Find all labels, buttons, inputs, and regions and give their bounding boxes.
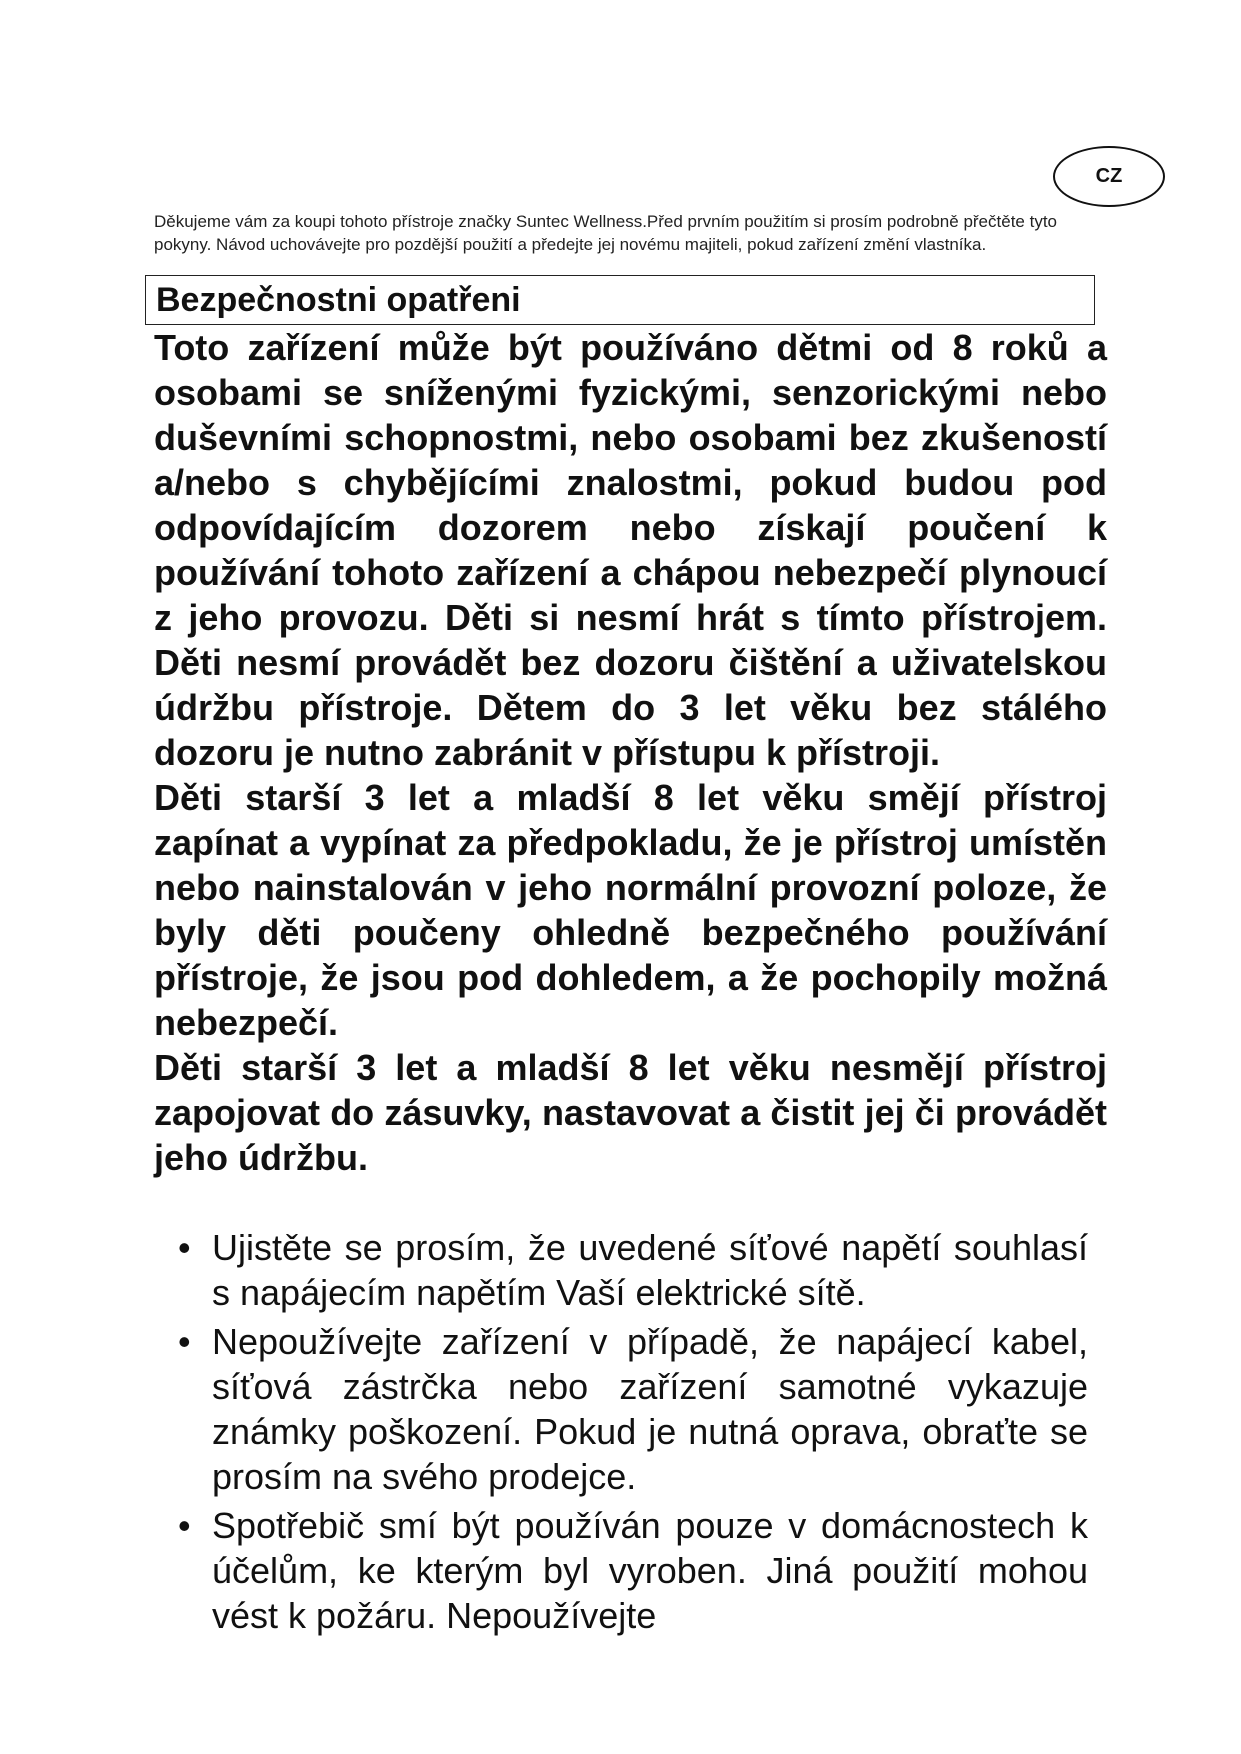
intro-text: Děkujeme vám za koupi tohoto přístroje značky Suntec Wellness.Před prvním použitím si prosím podrobně přečtěte tyto pokyny. Návod uchovávejte pro pozdější použití a předejte jej novému majiteli, pokud zařízení změní vlastníka. [154,212,1057,254]
section-heading: Bezpečnostni opatřeni [145,275,1095,325]
warning-paragraph: Toto zařízení může být používáno dětmi od 8 roků a osobami se sníženými fyzickými, senzorickými nebo duševními schopnostmi, nebo osobami bez zkušeností a/nebo s chybějícími znalostmi, pokud budou pod odpovídajícím dozorem nebo získají poučení k používání tohoto zařízení a chápou nebezpečí plynoucí z jeho provozu. Děti si nesmí hrát s tímto přístrojem. Děti nesmí provádět bez dozoru čištění a uživatelskou údržbu přístroje. Dětem do 3 let věku bez stálého dozoru je nutno zabránit v přístupu k přístroji. [154,327,1107,773]
warning-paragraph: Děti starší 3 let a mladší 8 let věku nesmějí přístroj zapojovat do zásuvky, nastavovat a čistit jej či provádět jeho údržbu. [154,1047,1107,1178]
bullet-text: Ujistěte se prosím, že uvedené síťové napětí souhlasí s napájecím napětím Vaší elektrické sítě. [212,1227,1088,1313]
bullet-item [178,1225,1088,1315]
warning-paragraph: Děti starší 3 let a mladší 8 let věku smějí přístroj zapínat a vypínat za předpokladu, že je přístroj umístěn nebo nainstalován v jeho normální provozní poloze, že byly děti poučeny ohledně bezpečného používání přístroje, že jsou pod dohledem, a že pochopily možná nebezpečí. [154,777,1107,1043]
bullet-text: Nepoužívejte zařízení v případě, že napájecí kabel, síťová zástrčka nebo zařízení samotné vykazuje známky poškození. Pokud je nutná oprava, obraťte se prosím na svého prodejce. [212,1321,1088,1497]
bullet-icon: • [178,1321,191,1362]
safety-warnings [154,325,1107,1180]
bullet-icon: • [178,1505,191,1546]
language-badge: CZ [1053,146,1165,207]
bullet-text: Spotřebič smí být používán pouze v domácnostech k účelům, ke kterým byl vyroben. Jiná použití mohou vést k požáru. Nepoužívejte [212,1505,1088,1636]
bullet-icon: • [178,1227,191,1268]
bullet-item [178,1503,1088,1638]
safety-bullet-list [178,1225,1088,1642]
bullet-item [178,1319,1088,1499]
